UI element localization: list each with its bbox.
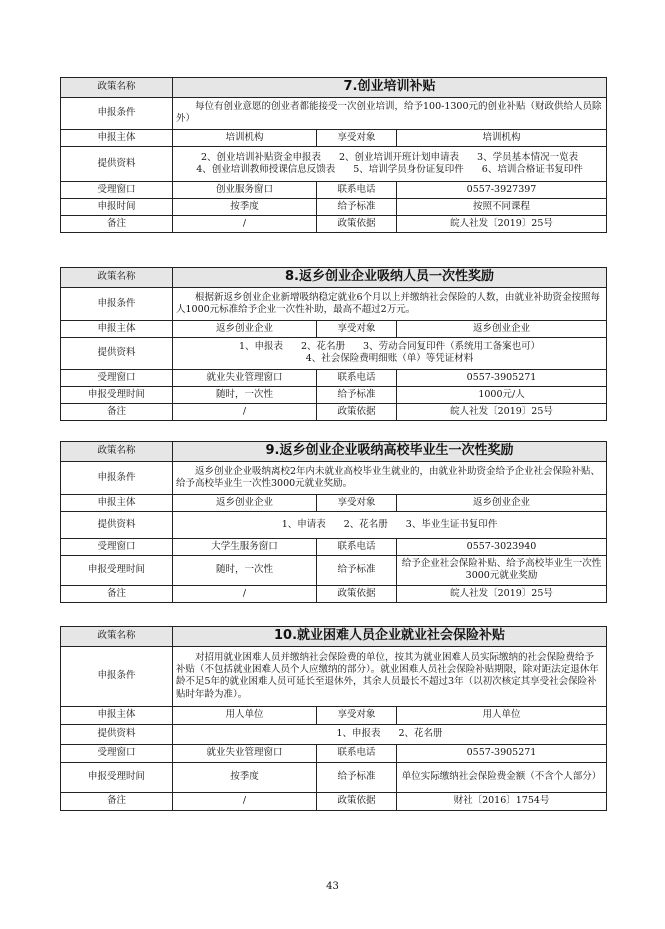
materials-list [173,337,607,369]
conditions-text: 每位有创业意愿的创业者都能接受一次创业培训，给予100-1300元的创业补贴（财政供给人员除外） [173,97,607,129]
material-item: 1、申报表 [336,728,381,740]
policy-title: 7.创业培训补贴 [173,78,607,98]
window-value: 就业失业管理窗口 [173,744,317,762]
applicant-label: 申报主体 [61,129,173,146]
basis-value: 皖人社发〔2019〕25号 [397,585,607,602]
window-value: 大学生服务窗口 [173,538,317,555]
window-label: 受理窗口 [61,538,173,555]
policy-table-7 [60,77,607,233]
remark-label: 备注 [61,403,173,420]
policy-title: 8.返乡创业企业吸纳人员一次性奖励 [173,268,607,288]
time-value: 随时，一次性 [173,386,317,403]
phone-value: 0557-3905271 [397,744,607,762]
standard-value: 单位实际缴纳社会保险费金额（不含个人部分） [397,762,607,792]
materials-label: 提供资料 [61,724,173,744]
material-item: 4、社会保险费明细账（单）等凭证材料 [305,353,474,365]
conditions-text: 对招用就业困难人员并缴纳社会保险费的单位，按其为就业困难人员实际缴纳的社会保险费给予补贴（不包括就业困难人员个人应缴纳的部分）。就业困难人员社会保险补贴期限，除对距法定退休年龄不足5年的就业困难人员可延长至退休外，其余人员最长不超过3年（以初次核定其享受社会保险补贴时年龄为准）。 [173,646,607,706]
materials-list [173,724,607,744]
conditions-label: 申报条件 [61,97,173,129]
beneficiary-value: 返乡创业企业 [397,494,607,511]
phone-label: 联系电话 [317,538,397,555]
window-label: 受理窗口 [61,369,173,386]
window-value: 创业服务窗口 [173,181,317,198]
window-label: 受理窗口 [61,744,173,762]
basis-label: 政策依据 [317,585,397,602]
policy-name-label: 政策名称 [61,442,173,462]
material-item: 2、花名册 [343,518,388,530]
applicant-value: 返乡创业企业 [173,494,317,511]
time-label: 申报受理时间 [61,762,173,792]
applicant-value: 培训机构 [173,129,317,146]
basis-label: 政策依据 [317,792,397,810]
beneficiary-label: 享受对象 [317,320,397,337]
applicant-value: 用人单位 [173,706,317,724]
material-item: 3、劳动合同复印件（系统用工备案也可） [363,341,541,353]
material-item: 2、创业培训补贴资金申报表 [200,151,321,163]
policy-title: 9.返乡创业企业吸纳高校毕业生一次性奖励 [173,442,607,462]
basis-label: 政策依据 [317,403,397,420]
time-value: 随时，一次性 [173,555,317,585]
material-item: 5、培训学员身份证复印件 [353,163,464,175]
material-item: 1、申报表 [238,341,283,353]
basis-value: 财社〔2016〕1754号 [397,792,607,810]
conditions-label: 申报条件 [61,461,173,494]
policy-name-label: 政策名称 [61,268,173,288]
beneficiary-value: 培训机构 [397,129,607,146]
policy-name-label: 政策名称 [61,78,173,98]
basis-label: 政策依据 [317,215,397,232]
remark-label: 备注 [61,585,173,602]
page-number: 43 [326,881,339,892]
policy-table-9 [60,441,607,603]
basis-value: 皖人社发〔2019〕25号 [397,403,607,420]
time-value: 按季度 [173,198,317,215]
standard-label: 给予标准 [317,555,397,585]
phone-label: 联系电话 [317,744,397,762]
materials-label: 提供资料 [61,146,173,181]
material-item: 2、花名册 [398,728,443,740]
material-item: 4、创业培训教师授课信息反馈表 [196,163,336,175]
window-value: 就业失业管理窗口 [173,369,317,386]
standard-label: 给予标准 [317,386,397,403]
time-label: 申报受理时间 [61,555,173,585]
standard-label: 给予标准 [317,198,397,215]
remark-label: 备注 [61,215,173,232]
applicant-label: 申报主体 [61,494,173,511]
materials-list [173,511,607,538]
material-item: 1、申请表 [281,518,326,530]
beneficiary-value: 用人单位 [397,706,607,724]
standard-value: 1000元/人 [397,386,607,403]
remark-value: / [173,792,317,810]
time-label: 申报时间 [61,198,173,215]
conditions-label: 申报条件 [61,287,173,320]
phone-value: 0557-3905271 [397,369,607,386]
time-label: 申报受理时间 [61,386,173,403]
material-item: 3、学员基本情况一览表 [477,151,579,163]
phone-value: 0557-3927397 [397,181,607,198]
remark-value: / [173,585,317,602]
standard-value: 按照不同课程 [397,198,607,215]
beneficiary-label: 享受对象 [317,129,397,146]
policy-title: 10.就业困难人员企业就业社会保险补贴 [173,627,607,647]
material-item: 2、花名册 [300,341,346,353]
beneficiary-label: 享受对象 [317,706,397,724]
beneficiary-value: 返乡创业企业 [397,320,607,337]
applicant-value: 返乡创业企业 [173,320,317,337]
material-item: 2、创业培训开班计划申请表 [338,151,460,163]
applicant-label: 申报主体 [61,706,173,724]
phone-label: 联系电话 [317,181,397,198]
remark-value: / [173,403,317,420]
materials-label: 提供资料 [61,511,173,538]
material-item: 6、培训合格证书复印件 [481,163,583,175]
standard-label: 给予标准 [317,762,397,792]
conditions-text: 根据新返乡创业企业新增吸纳稳定就业6个月以上并缴纳社会保险的人数，由就业补助资金按照每人1000元标准给予企业一次性补助，最高不超过2万元。 [173,287,607,320]
materials-label: 提供资料 [61,337,173,369]
applicant-label: 申报主体 [61,320,173,337]
window-label: 受理窗口 [61,181,173,198]
remark-label: 备注 [61,792,173,810]
basis-value: 皖人社发〔2019〕25号 [397,215,607,232]
policy-table-8 [60,267,607,421]
time-value: 按季度 [173,762,317,792]
beneficiary-label: 享受对象 [317,494,397,511]
policy-table-10 [60,626,607,811]
conditions-text: 返乡创业企业吸纳离校2年内未就业高校毕业生就业的，由就业补助资金给予企业社会保险补贴、给予高校毕业生一次性3000元就业奖励。 [173,461,607,494]
material-item: 3、毕业生证书复印件 [405,518,498,530]
policy-name-label: 政策名称 [61,627,173,647]
conditions-label: 申报条件 [61,646,173,706]
phone-value: 0557-3023940 [397,538,607,555]
remark-value: / [173,215,317,232]
phone-label: 联系电话 [317,369,397,386]
materials-list [173,146,607,181]
standard-value: 给予企业社会保险补贴、给予高校毕业生一次性3000元就业奖励 [397,555,607,585]
